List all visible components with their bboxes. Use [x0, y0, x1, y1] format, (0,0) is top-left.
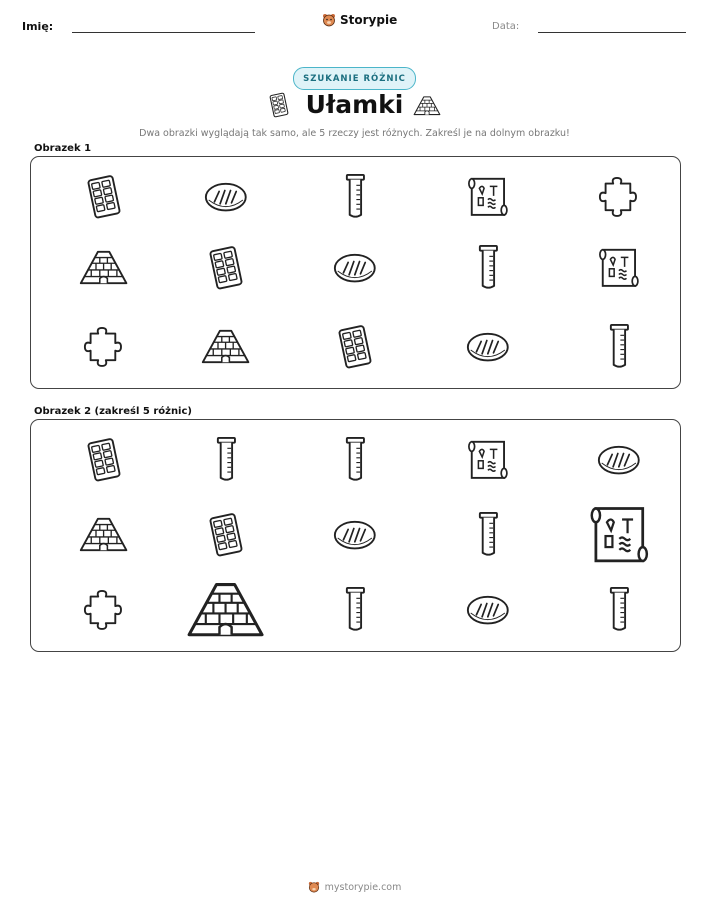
footer-url[interactable]: mystorypie.com [324, 881, 402, 893]
chocolate-bar-icon[interactable] [85, 174, 123, 220]
bear-mascot-icon [308, 881, 320, 893]
bread-icon[interactable] [596, 444, 642, 476]
chocolate-bar-icon[interactable] [207, 245, 245, 291]
column-icon[interactable] [344, 436, 367, 484]
bear-mascot-icon [322, 13, 336, 27]
picture1-label: Obrazek 1 [34, 143, 92, 154]
bread-icon[interactable] [465, 331, 511, 363]
bread-icon[interactable] [332, 519, 378, 551]
brand-name: Storypie [340, 13, 398, 27]
chocolate-bar-icon[interactable] [336, 324, 374, 370]
name-label: Imię: [22, 20, 54, 33]
brand-logo [322, 13, 397, 27]
worksheet-type-badge: SZUKANIE RÓŻNIC [293, 67, 416, 90]
column-icon[interactable] [477, 511, 500, 559]
picture2-label: Obrazek 2 (zakreśl 5 różnic) [34, 406, 192, 417]
puzzle-piece-icon[interactable] [598, 176, 640, 218]
instructions: Dwa obrazki wyglądają tak samo, ale 5 rzeczy jest różnych. Zakreśl je na dolnym obrazku! [139, 128, 570, 139]
column-icon[interactable] [215, 436, 238, 484]
column-icon[interactable] [608, 586, 631, 634]
pyramid-icon[interactable] [183, 580, 268, 641]
chocolate-bar-icon[interactable] [207, 512, 245, 558]
papyrus-scroll-icon[interactable] [598, 246, 640, 290]
pyramid-icon [412, 94, 442, 118]
bread-icon[interactable] [465, 594, 511, 626]
date-label: Data: [492, 21, 520, 32]
chocolate-bar-icon[interactable] [85, 437, 123, 483]
bread-icon[interactable] [332, 252, 378, 284]
papyrus-scroll-icon[interactable] [467, 438, 509, 482]
pyramid-icon[interactable] [77, 516, 130, 554]
pyramid-icon[interactable] [77, 249, 130, 287]
column-icon[interactable] [344, 173, 367, 221]
column-icon[interactable] [608, 323, 631, 371]
papyrus-scroll-icon[interactable] [467, 175, 509, 219]
papyrus-scroll-icon[interactable] [589, 503, 650, 566]
name-field[interactable] [72, 32, 255, 33]
footer [0, 881, 709, 893]
pyramid-icon[interactable] [199, 328, 252, 366]
bread-icon[interactable] [203, 181, 249, 213]
puzzle-piece-icon[interactable] [83, 589, 125, 631]
column-icon[interactable] [344, 586, 367, 634]
page-title: Ułamki [305, 90, 404, 119]
puzzle-piece-icon[interactable] [83, 326, 125, 368]
column-icon[interactable] [477, 244, 500, 292]
date-field[interactable] [538, 32, 686, 33]
